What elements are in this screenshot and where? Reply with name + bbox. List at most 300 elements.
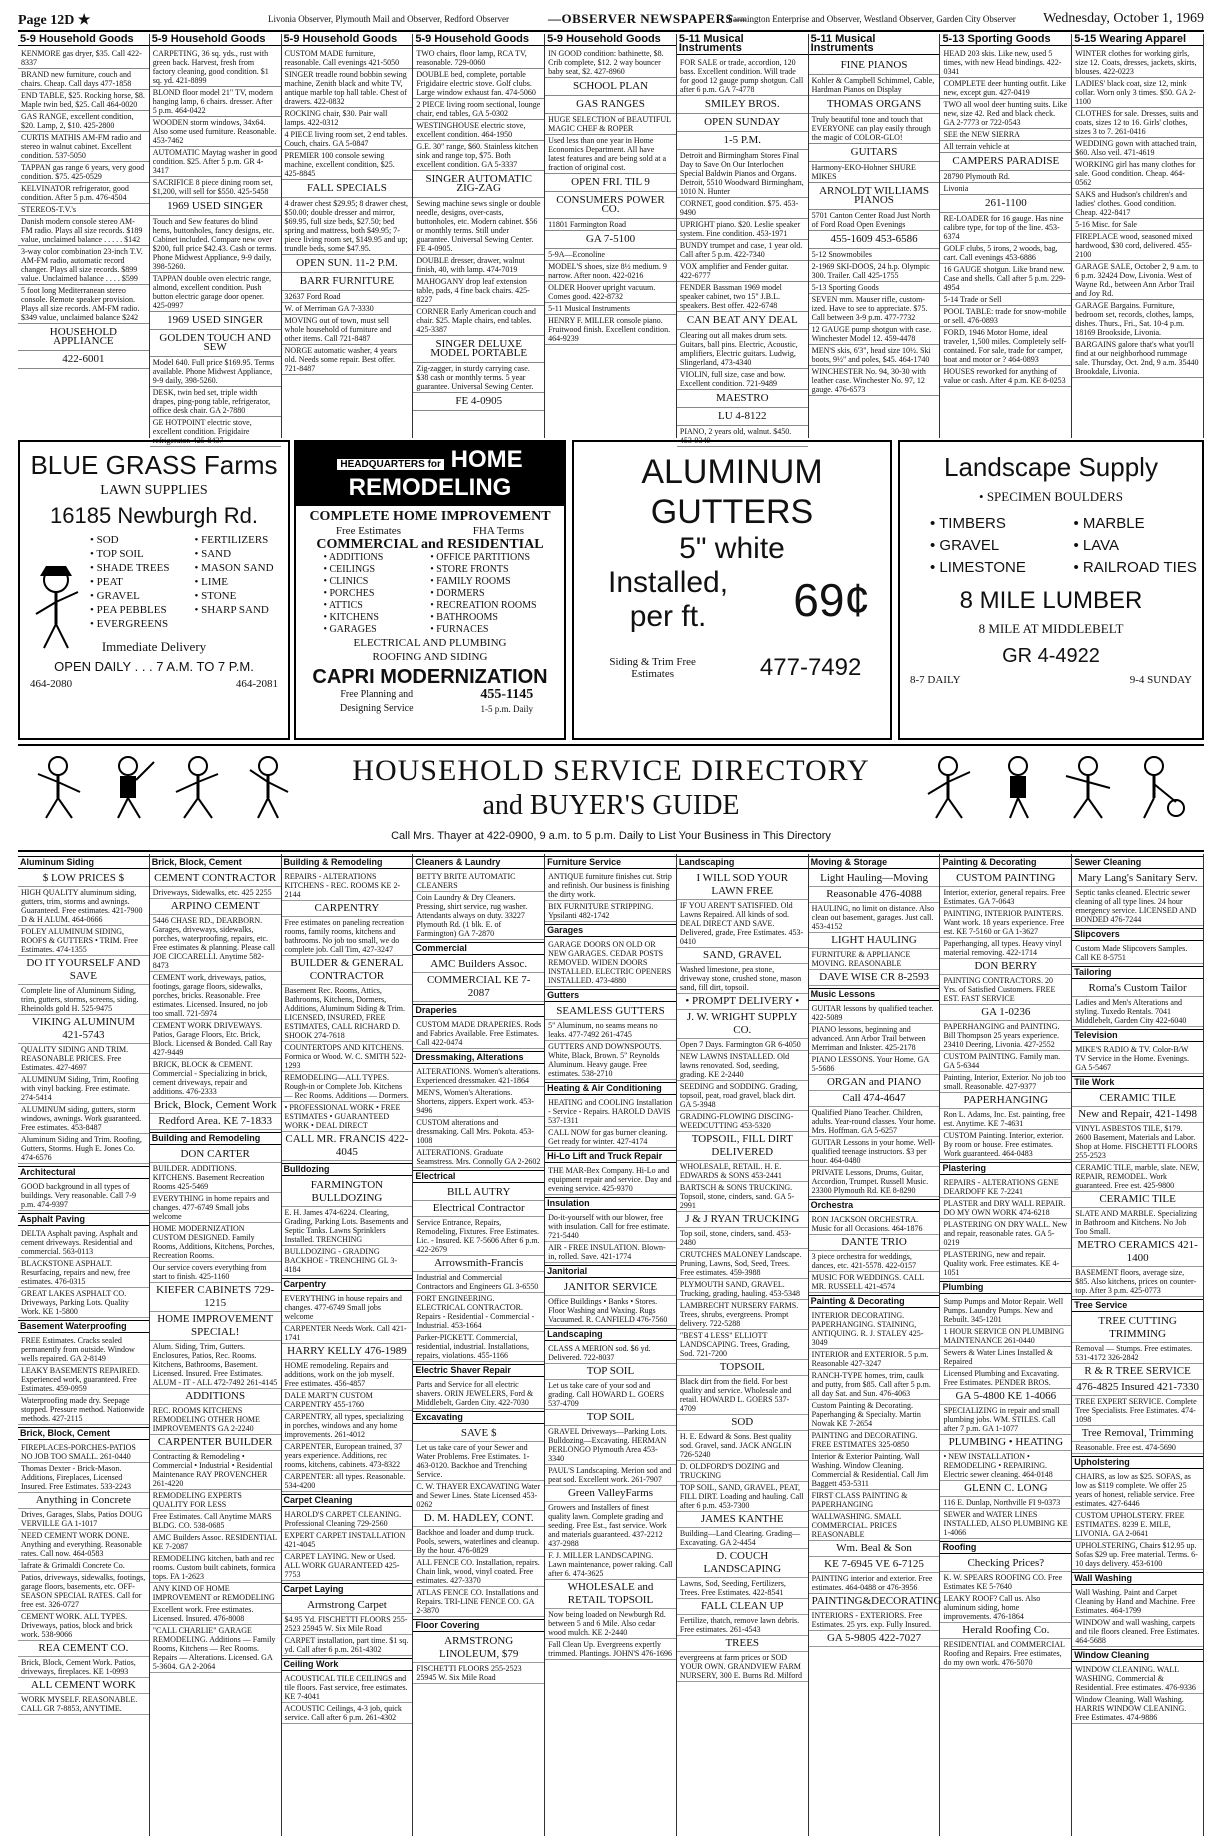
directory-listing: Top soil, stone, cinders, sand. 453-2480	[677, 1228, 808, 1249]
directory-listing: Aluminum Siding and Trim. Roofing, Gutters, Storms. Hugh E. Jones Co. 474-6576	[18, 1134, 149, 1164]
directory-listing: SLATE AND MARBLE. Specializing in Bathroom and Kitchens. No Job Too Small.	[1072, 1208, 1203, 1238]
directory-listing: GREAT LAKES ASPHALT CO. Driveways, Parking Lots. Quality Work. KE 1-5800	[18, 1288, 149, 1318]
classified-ad: TWO all wool deer hunting suits. Like new, size 42. Red and black check. GA 2-7773 or 722-0543	[940, 99, 1071, 129]
directory-listing: Our service covers everything from start to finish. 425-1160	[150, 1262, 281, 1283]
directory-listing: WINDOW and wall washing, carpets and tile floors cleaned. Free Estimates. 464-5688	[1072, 1617, 1203, 1647]
classified-ad: FINE PIANOS	[809, 57, 940, 75]
classified-ad: HOUSES reworked for anything of value or cash. After 4 p.m. KE 8-0253	[940, 366, 1071, 387]
directory-listing: SAVE $	[413, 1426, 544, 1442]
ad-line-3: 5" white	[679, 532, 785, 565]
ad-line-5: per ft.	[629, 600, 707, 633]
directory-listing: lafrate & Grimaldi Concrete Co.	[18, 1560, 149, 1572]
directory-listing: CERAMIC TILE	[1072, 1091, 1203, 1107]
column-heading: 5-9 Household Goods	[545, 34, 676, 46]
classified-ad: Truly beautiful tone and touch that EVERYONE can play easily through the magic of COLOR-GLO!	[809, 114, 940, 144]
sunday-hours: 9-4 SUNDAY	[1129, 674, 1192, 686]
directory-listing: K. W. SPEARS ROOFING CO. Free Estimates KE 5-7640	[940, 1572, 1071, 1593]
directory-column	[413, 854, 545, 1836]
farmer-cartoon-illustration	[26, 562, 86, 652]
directory-category-heading: Tree Service	[1072, 1299, 1203, 1312]
directory-category-heading: Wall Washing	[1072, 1572, 1203, 1585]
service-item: • PORCHES	[323, 588, 375, 599]
directory-category-heading: Tile Work	[1072, 1076, 1203, 1089]
directory-listing: J & J RYAN TRUCKING	[677, 1212, 808, 1228]
directory-listing: BRICK, BLOCK & CEMENT. Commercial - Specializing in brick, cement driveways, repair and additions. 476-2333	[150, 1059, 281, 1098]
directory-listing: CERAMIC TILE	[1072, 1192, 1203, 1208]
service-item: • BATHROOMS	[430, 612, 498, 623]
classified-ad: POOL TABLE: trade for snow-mobile or sell. 476-0893	[940, 306, 1071, 327]
service-item: • RECREATION ROOMS	[430, 600, 537, 611]
directory-listing: 1 HOUR SERVICE ON PLUMBING MAINTENANCE 261-0440	[940, 1326, 1071, 1347]
home-remodeling-ad	[294, 440, 566, 740]
classified-ad: FIREPLACE wood, seasoned mixed hardwood, $30 cord, delivered. 455-2100	[1072, 231, 1203, 261]
directory-listing: PIANO lessons, beginning and advanced. Ann Arbor Trail between Merriman and Inkster. 425-2178	[809, 1024, 940, 1054]
supply-item: • GRAVEL	[90, 590, 140, 602]
directory-category-heading: Music Lessons	[809, 988, 940, 1001]
directory-listing: LEAKY BASEMENTS REPAIRED. Experienced work, guaranteed. Free Estimates. 459-0959	[18, 1365, 149, 1395]
directory-listing: GA 5-4800 KE 1-4066	[940, 1389, 1071, 1405]
directory-column	[150, 854, 282, 1836]
phone: 477-7492	[759, 654, 862, 681]
directory-listing: TOP SOIL, SAND, GRAVEL, PEAT, FILL DIRT. Loading and hauling. Call after 6 p.m. 453-7300	[677, 1482, 808, 1512]
directory-listing: EXPERT CARPET INSTALLATION 421-4045	[282, 1530, 413, 1551]
classified-ad: 2 PIECE living room sectional, lounge chair, end tables, GA 5-0302	[413, 99, 544, 120]
classified-ad: 12 GAUGE pump shotgun with case. Winchester Model 12. 459-4478	[809, 324, 940, 345]
supply-list	[930, 513, 1202, 579]
directory-listing: TOPSOIL	[677, 1360, 808, 1376]
classified-ad: 1969 USED SINGER	[150, 312, 281, 330]
classified-ad: Livonia	[940, 183, 1071, 195]
directory-listing: Driveways, Sidewalks, etc. 425 2255	[150, 887, 281, 899]
directory-category-heading: Cleaners & Laundry	[413, 856, 544, 869]
directory-listing: Paperhanging, all types. Heavy vinyl material removing. 422-1714	[940, 938, 1071, 959]
service-item: • STORE FRONTS	[430, 564, 509, 575]
directory-listing: GOOD background in all types of buildings. Very reasonable. Call 7-9 p.m. 474-9397	[18, 1181, 149, 1211]
directory-category-heading: Window Cleaning	[1072, 1649, 1203, 1662]
complete-line: COMPLETE HOME IMPROVEMENT	[309, 509, 551, 524]
directory-listing: PAINTING and DECORATING. FREE ESTIMATES 325-0850	[809, 1430, 940, 1451]
classified-ad: 32637 Ford Road	[282, 291, 413, 303]
directory-listing: Sewers & Water Lines Installed & Repaired	[940, 1347, 1071, 1368]
directory-listing: TREE EXPERT SERVICE. Complete Tree Specialists. Free Estimates. 474-1098	[1072, 1396, 1203, 1426]
directory-category-heading: Garages	[545, 924, 676, 937]
classified-ad: BUNDY trumpet and case, 1 year old. Call after 5 p.m. 422-7340	[677, 240, 808, 261]
directory-category-heading: Roofing	[940, 1541, 1071, 1554]
directory-listing: ALUMINUM Siding, Trim, Roofing with vinyl backing. Free estimate. 274-5414	[18, 1074, 149, 1104]
directory-listing: CHAIRS, as low as $25. SOFAS, as low as $119 complete. We offer 25 years of honest, reliable service. Free estimates. 427-6446	[1072, 1471, 1203, 1510]
classified-ad: Model 640. Full price $169.95. Terms available. Phone Midwest Appliance, 9-9 daily, 398-5260.	[150, 357, 281, 387]
directory-listing: PAINTING&DECORATING	[809, 1594, 940, 1610]
directory-listing: Light Hauling—Moving	[809, 871, 940, 887]
classified-ad: 422-6001	[18, 351, 149, 369]
classified-ad: GE HOTPOINT electric stove, excellent condition. Frigidaire refrigerator. 425-8437	[150, 417, 281, 447]
phone-right: 464-2081	[235, 678, 278, 690]
directory-listing: MEN'S, Women's Alterations. Shortens, zippers. Expert work. 453-9496	[413, 1087, 544, 1117]
classified-ad: OPEN SUN. 11-2 P.M.	[282, 255, 413, 273]
directory-listing: HAULING, no limit on distance. Also clean out basement, garages. Just call. 453-4152	[809, 903, 940, 933]
classified-ad: TAPPAN gas range 6 years, very good condition. $75. 425-0529	[18, 162, 149, 183]
directory-listing: ALL FENCE CO. Installation, repairs. Chain link, wood, vinyl coated. Free estimates. 427-3370	[413, 1557, 544, 1587]
directory-listing: Contracting & Remodeling • Commercial • Industrial • Residential Maintenance RAY PROVENCHER 261-4220	[150, 1451, 281, 1490]
classified-ad: VOX amplifier and Fender guitar. 422-6777	[677, 261, 808, 282]
directory-category-heading: Carpet Laying	[282, 1583, 413, 1596]
fha-line: FHA Terms	[472, 525, 525, 537]
directory-listing: FALL CLEAN UP	[677, 1599, 808, 1615]
display-ads-row	[18, 440, 1204, 740]
estimates-line: Free Estimates	[335, 525, 401, 537]
directory-category-heading: Basement Waterproofing	[18, 1320, 149, 1333]
classified-ad: HOUSEHOLD APPLIANCE	[18, 324, 149, 351]
directory-listing: Waterproofing made dry. Seepage stopped. Pressure method. Nationwide methods. 427-2115	[18, 1395, 149, 1425]
classified-ad: LU 4-8122	[677, 408, 808, 426]
ad-line-1: ALUMINUM	[641, 453, 823, 491]
directory-category-heading: Slipcovers	[1072, 928, 1203, 941]
classified-ad: Clearing out all makes drum sets. Guitars, ball pins. Electric, Acoustic, amplifiers, Electric guitars. Ludwig, Slingerland, 473-4340	[677, 330, 808, 369]
directory-listing: • PROFESSIONAL WORK • FREE ESTIMATES • GUARANTEED WORK • DEAL DIRECT	[282, 1102, 413, 1132]
directory-listing: HIGH QUALITY aluminum siding, gutters, trim, storms and awnings. Guaranteed. Free estimates. 421-7900 D & H ALUM. 464-0666	[18, 887, 149, 926]
classified-ad: HENRY F. MILLER console piano. Fruitwood finish. Excellent condition. 464-9239	[545, 315, 676, 345]
directory-listing: EVERYTHING in house repairs and changes. 477-6749 Small jobs welcome	[282, 1293, 413, 1323]
classified-ad: 5-11 Musical Instruments	[545, 303, 676, 315]
directory-category-heading: Excavating	[413, 1411, 544, 1424]
classified-ad: VIOLIN, full size, case and bow. Excellent condition. 721-9489	[677, 369, 808, 390]
service-list-right	[430, 552, 536, 636]
directory-listing: SAND, GRAVEL	[677, 948, 808, 964]
publications-right: Farmington Enterprise and Observer, Westland Observer, Garden City Observer	[728, 14, 1016, 24]
directory-listing: Washed limestone, pea stone, driveway stone, crushed stone, mason sand, fill dirt, topsoil.	[677, 964, 808, 994]
directory-listing: FIRST CLASS PAINTING & PAPERHANGING	[809, 1490, 940, 1511]
classified-column	[809, 34, 941, 438]
classified-ad: 5-13 Sporting Goods	[809, 282, 940, 294]
classified-ad: FALL SPECIALS	[282, 180, 413, 198]
directory-listing: WHOLESALE and RETAIL TOPSOIL	[545, 1580, 676, 1609]
directory-listing: H. E. Edward & Sons. Best quality sod. Gravel, sand. JACK ANGLIN 726-5240	[677, 1431, 808, 1461]
directory-listing: Thomas Dexter - Brick-Mason. Additions, Fireplaces, Licensed Insured. Free Estimates. 533-2243	[18, 1463, 149, 1493]
directory-category-heading: Hi-Lo Lift and Truck Repair	[545, 1150, 676, 1163]
classified-ad: CAN BEAT ANY DEAL	[677, 312, 808, 330]
classified-ad: MEN'S skis, 6'3", head size 10½. Ski boots, 9½" and poles, $45. 464-1740	[809, 345, 940, 366]
directory-listing: CALL NOW for gas burner cleaning. Get ready for winter. 427-4174	[545, 1127, 676, 1148]
supply-item: • MARBLE	[1073, 515, 1145, 532]
directory-listing: TOP SOIL	[545, 1410, 676, 1426]
directory-listing: WALLWASHING. SMALL COMMERCIAL. PRICES REASONABLE	[809, 1511, 940, 1541]
directory-banner	[18, 744, 1204, 852]
directory-listing: ALUMINUM siding, gutters, storm windows, awnings. Work guaranteed. Free estimates. 453-8487	[18, 1104, 149, 1134]
classified-ad: CLOTHES for sale. Dresses, suits and coats, sizes 12 to 16. Girls' clothes, sizes 3 to 7. 261-0416	[1072, 108, 1203, 138]
directory-listing: Painting, Interior, Exterior. No job too small. Reasonable. 427-9377	[940, 1072, 1071, 1093]
directory-listing: PAINTING, INTERIOR PAINTERS. Want work. 18 years experience. Free est. KE 7-5160 or GA 1-3627	[940, 908, 1071, 938]
directory-listing: Wall Washing. Paint and Carpet Cleaning by Hand and Machine. Free Estimates. 464-1799	[1072, 1587, 1203, 1617]
supply-item: • SAND	[194, 548, 232, 560]
classified-ad: Kohler & Campbell Schimmel, Cable, Hardman Pianos on Display	[809, 75, 940, 96]
service-directory	[18, 854, 1204, 1836]
directory-listing: REPAIRS - ALTERATIONS GENE DEARDOFF KE 7-2241	[940, 1177, 1071, 1198]
directory-listing: Free Estimates. Call Anytime MARS BLDG. CO. 538-0685	[150, 1511, 281, 1532]
directory-listing: F. J. MILLER LANDSCAPING. Lawn maintenance, power raking. Call after 6. 474-3625	[545, 1550, 676, 1580]
classified-ad: Detroit and Birmingham Stores Final Day to Save On Our Interlochen Special Baldwin Pianos and Organs. Detroit, 5510 Woodward Birmingham, 1010 N. Hunter	[677, 150, 808, 198]
classified-section	[18, 33, 1204, 445]
directory-listing: GRAVEL Driveways—Parking Lots. Bulldozing—Excavating. HERMAN PERLONGO Plymouth Area 453-3340	[545, 1426, 676, 1465]
classified-ad: MAHOGANY drop leaf extension table, pads, 4 fine back chairs. 425-8227	[413, 276, 544, 306]
directory-listing: HOME IMPROVEMENT SPECIAL!	[150, 1312, 281, 1341]
directory-category-heading: Carpet Cleaning	[282, 1494, 413, 1507]
classified-ad: COMPLETE deer hunting outfit. Like new, except gun. 427-0419	[940, 78, 1071, 99]
classified-ad: SINGER AUTOMATIC ZIG-ZAG	[413, 171, 544, 198]
directory-listing: Interior, exterior, general repairs. Free Estimates. GA 7-0643	[940, 887, 1071, 908]
classified-ad: 5701 Canton Center Road Just North of Ford Road Open Evenings	[809, 210, 940, 231]
directory-category-heading: Carpentry	[282, 1278, 413, 1291]
ad-footer	[574, 654, 890, 682]
directory-listing: ACOUSTICAL TILE CEILINGS and tile floors. Fast service, free estimates. KE 7-4041	[282, 1673, 413, 1703]
service-item: • GARAGES	[323, 624, 377, 635]
classified-ad: AUTOMATIC Maytag washer in good condition. $25. After 5 p.m. GR 4-3417	[150, 147, 281, 177]
supply-item: • EVERGREENS	[90, 618, 169, 630]
classified-ad: FORD, 1946 Motor Home, ideal traveler, 1,500 miles. Completely self-contained. For sale, trade for camper, boat and motor or ? 464-0893	[940, 327, 1071, 366]
classified-ad: 28790 Plymouth Rd.	[940, 171, 1071, 183]
directory-listing: JAMES KANTHE	[677, 1512, 808, 1528]
directory-listing: Sump Pumps and Motor Repair. Well Pumps. Laundry Pumps. New and Rebuilt. 345-1201	[940, 1296, 1071, 1326]
directory-listing: BUILDER. ADDITIONS. KITCHENS. Basement Recreation Rooms 425-5469	[150, 1163, 281, 1193]
directory-listing: Reasonable. Free est. 474-5690	[1072, 1442, 1203, 1454]
directory-listing: Anything in Concrete	[18, 1493, 149, 1509]
classified-ad: DOUBLE bed, complete, portable Frigidaire electric stove. Golf clubs. Large window exhaust fan. 474-5060	[413, 69, 544, 99]
roofing-line: ROOFING AND SIDING	[372, 651, 488, 663]
classified-ad: ARNOLDT WILLIAMS PIANOS	[809, 183, 940, 210]
directory-listing: Complete line of Aluminum Siding, trim, gutters, storms, screens, siding. Rheinolds gold H. 525-9475	[18, 985, 149, 1015]
directory-listing: CARPENTER: all types. Reasonable. 534-4200	[282, 1471, 413, 1492]
classified-column	[545, 34, 677, 438]
directory-listing: Reasonable 476-4088	[809, 887, 940, 903]
classified-ad: 1969 USED SINGER	[150, 198, 281, 216]
directory-column	[282, 854, 414, 1836]
landscape-supply-ad	[898, 440, 1204, 740]
directory-listing: 3 piece orchestra for weddings, dances, etc. 421-5578. 422-0157	[809, 1251, 940, 1272]
classified-ad: SMILEY BROS.	[677, 96, 808, 114]
directory-listing: J. W. WRIGHT SUPPLY CO.	[677, 1010, 808, 1039]
directory-listing: CERAMIC TILE, marble, slate. NEW, REPAIR, REMODEL. Work guaranteed. Free est. 425-9800	[1072, 1162, 1203, 1192]
directory-listing: REMODELING EXPERTS QUALITY FOR LESS	[150, 1490, 281, 1511]
planning-line: Free Planning and Designing Service	[339, 689, 414, 714]
classified-column	[150, 33, 282, 445]
classified-ad: UPRIGHT piano. $20. Leslie speaker system. Fine condition. 453-1971	[677, 219, 808, 240]
ad-body	[296, 506, 564, 720]
directory-listing: THE MAR-Bex Company. Hi-Lo and equipment repair and service. Day and evening service. 425-9370	[545, 1165, 676, 1195]
classified-ad: HEAD 203 skis. Like new, used 5 times, with new Head bindings. 422-0341	[940, 48, 1071, 78]
classified-column	[282, 34, 414, 438]
trim-note: Siding & Trim Free Estimates	[609, 656, 696, 680]
directory-listing: ATLAS FENCE CO. Installations and Repairs. TRI-LINE FENCE CO. GA 2-3870	[413, 1587, 544, 1617]
classified-column	[677, 33, 809, 445]
directory-listing: REC. ROOMS KITCHENS REMODELING OTHER HOME IMPROVEMENTS GA 2-2240	[150, 1405, 281, 1435]
directory-listing: ALTERATIONS. Women's alterations. Experienced dressmaker. 421-1864	[413, 1066, 544, 1087]
ad-title	[296, 442, 564, 506]
ad-title: Landscape Supply	[944, 452, 1158, 482]
directory-listing: Window Cleaning. Wall Washing. HARRIS WINDOW CLEANING. Free Estimates. 474-9886	[1072, 1694, 1203, 1724]
directory-listing: WORK MYSELF. REASONABLE. CALL GR 7-8853, ANYTIME.	[18, 1694, 149, 1715]
classified-ad: WEDDING gown with attached train, $60. Also veil. 471-4619	[1072, 138, 1203, 159]
directory-column	[18, 854, 150, 1836]
directory-listing: SEWER and WATER LINES INSTALLED, ALSO PLUMBING KE 1-4066	[940, 1509, 1071, 1539]
directory-listing: INTERIORS - EXTERIORS. Free Estimates. 25 yrs. exp. Fully Insured.	[809, 1610, 940, 1631]
directory-category-heading: Orchestra	[809, 1199, 940, 1212]
cartoon-workers-illustration	[1058, 752, 1118, 822]
classified-ad: All terrain vehicle at	[940, 141, 1071, 153]
directory-listing: COUNTERTOPS AND KITCHENS. Formica or Wood. W. C. SMITH 522-1293	[282, 1042, 413, 1072]
directory-listing: Green ValleyFarms	[545, 1486, 676, 1502]
supply-item: • STONE	[194, 590, 237, 602]
classified-ad: SCHOOL PLAN	[545, 78, 676, 96]
directory-listing: D. OLDFORD'S DOZING and TRUCKING	[677, 1461, 808, 1482]
directory-listing: MIKE'S RADIO & TV. Color-B/W TV Service in the Home. Evenings. GA 5-5467	[1072, 1044, 1203, 1074]
supply-item: • PEAT	[90, 576, 123, 588]
directory-listing: HARRY KELLY 476-1989	[282, 1344, 413, 1360]
supply-item: • MASON SAND	[194, 562, 274, 574]
directory-listing: EVERYTHING in home repairs and changes. 477-6749 Small jobs welcome	[150, 1193, 281, 1223]
classified-ad: GARAGE SALE, October 2, 9 a.m. to 6 p.m. 32424 Dow, Livonia. West of Wayne Rd., between Ann Arbor Trail and Joy Rd.	[1072, 261, 1203, 300]
classified-ad: SEVEN mm. Mauser rifle, custom-ized. Have to see to appreciate. $75. Call between 3-9 p.m. 477-7732	[809, 294, 940, 324]
classified-ad: Harmony-EKO-Hohner SHURE MIKES	[809, 162, 940, 183]
classified-ad: GARAGE Bargains. Furniture, bedroom set, records, clothes, lamps, dishes. Thurs., Fri., Sat. 10-4 p.m. 18169 Brookside, Livonia.	[1072, 300, 1203, 339]
directory-listing: GRADING-FLOWING DISCING-WEEDCUTTING 453-5320	[677, 1111, 808, 1132]
directory-listing: Removal — Stumps. Free estimates. 531-4172 326-2842	[1072, 1343, 1203, 1364]
directory-listing: R & R TREE SERVICE	[1072, 1364, 1203, 1380]
directory-category-heading: Television	[1072, 1029, 1203, 1042]
classified-ad: CAMPERS PARADISE	[940, 153, 1071, 171]
directory-listing: CLASS A MERION sod. $6 yd. Delivered. 722-8037	[545, 1343, 676, 1364]
supply-item: • SOD	[90, 534, 119, 546]
ad-headline: HOME REMODELING	[348, 446, 523, 501]
classified-ad: 2-1969 SKI-DOOS, 24 h.p. Olympic 300. Trailer. Call 425-1755	[809, 261, 940, 282]
directory-listing: Open 7 Days. Farmington GR 6-4050	[677, 1039, 808, 1051]
classified-ad: WINTER clothes for working girls, size 12. Coats, dresses, jackets, skirts, blouses. 422-0223	[1072, 48, 1203, 78]
classified-ad: 455-1609 453-6586	[809, 231, 940, 249]
directory-category-heading: Commercial	[413, 942, 544, 955]
directory-listing: 116 E. Dunlap, Northville FI 9-0373	[940, 1497, 1071, 1509]
directory-listing: Parts and Service for all electric shavers. ORIN JEWELERS, Ford & Middlebelt, Garden City. 422-7030	[413, 1379, 544, 1409]
commercial-line: COMMERCIAL and RESIDENTIAL	[316, 537, 544, 552]
directory-listing: DANTE TRIO	[809, 1235, 940, 1251]
directory-listing: UPHOLSTERING, Chairs $12.95 up. Sofas $29 up. Free material. Terms. 6-10 days delivery. 453-6100	[1072, 1540, 1203, 1570]
directory-listing: Interior & Exterior Painting. Wall Washing. Window Cleaning. Commercial & Residential. Call Jim Baggett 453-5311	[809, 1451, 940, 1490]
classified-ad: THOMAS ORGANS	[809, 96, 940, 114]
directory-listing: Black dirt from the field. For best quality and service. Wholesale and retail. HOWARD L. GOERS 537-4709	[677, 1376, 808, 1415]
directory-listing: BILL AUTRY	[413, 1185, 544, 1201]
classified-ad: OLDER Hoover upright vacuum. Comes good. 422-8732	[545, 282, 676, 303]
directory-category-heading: Upholstering	[1072, 1456, 1203, 1469]
directory-listing: KIEFER CABINETS 729-1215	[150, 1283, 281, 1312]
classified-ad: BARR FURNITURE	[282, 273, 413, 291]
directory-listing: Service Entrance, Repairs, Remodeling, Fixtures. Free Estimates. Lic. - Insured. KE 7-5606 After 6 p.m. 422-2679	[413, 1217, 544, 1256]
classified-ad: 261-1100	[940, 195, 1071, 213]
directory-listing: PAUL'S Landscaping. Merion sod and peat sod. Excellent work. 261-7907	[545, 1465, 676, 1486]
directory-listing: TREES	[677, 1636, 808, 1652]
delivery-note: Immediate Delivery	[101, 639, 207, 654]
directory-category-heading: Brick, Block, Cement	[18, 1427, 149, 1440]
cartoon-workers-illustration	[988, 752, 1048, 822]
service-item: • ATTICS	[323, 600, 363, 611]
publications-left: Livonia Observer, Plymouth Mail and Observer, Redford Observer	[268, 14, 509, 24]
directory-category-heading: Electrical	[413, 1170, 544, 1183]
supply-list	[90, 533, 288, 631]
directory-listing: DAVE WISE CR 8-2593	[809, 970, 940, 986]
newspaper-brand: —OBSERVER NEWSPAPERS—	[548, 11, 747, 26]
cartoon-workers-illustration	[918, 752, 978, 822]
service-item: • CLINICS	[323, 576, 369, 587]
directory-subtitle: and BUYER'S GUIDE	[482, 790, 740, 821]
classified-ad: TWO chairs, floor lamp, RCA TV, reasonable. 729-0060	[413, 48, 544, 69]
directory-listing: D. COUCH LANDSCAPING	[677, 1549, 808, 1578]
ad-line-4: Installed,	[608, 566, 729, 599]
directory-listing: PIANO LESSONS. Your Home. GA 5-5686	[809, 1054, 940, 1075]
directory-listing: D. M. HADLEY, CONT.	[413, 1511, 544, 1527]
cartoon-workers-illustration	[168, 752, 228, 822]
classified-ad: SACRIFICE 8 piece dining room set, $1,200, will sell for $550. 425-5458	[150, 177, 281, 198]
supply-item: • RAILROAD TIES	[1073, 559, 1197, 576]
classified-ad: CORNET, good condition. $75. 453-9490	[677, 198, 808, 219]
phone: 455-1145	[480, 687, 534, 702]
directory-listing: MUSIC FOR WEDDINGS. CALL MR. RUSSELL 421-4574	[809, 1272, 940, 1293]
directory-listing: Ladies and Men's Alterations and styling. Tuxedo Rentals. 7041 Middlebelt, Garden City 422-6040	[1072, 997, 1203, 1027]
directory-category-heading: Asphalt Paving	[18, 1213, 149, 1226]
directory-listing: FREE Estimates. Cracks sealed permanently from outside. Window wells repaired. GA 2-8149	[18, 1335, 149, 1365]
classified-ad: 5-12 Snowmobiles	[809, 249, 940, 261]
directory-category-heading: Painting & Decorating	[940, 856, 1071, 869]
classified-ad: WORKING girl has many clothes for sale. Good condition. Cheap. 464-0562	[1072, 159, 1203, 189]
column-heading: 5-9 Household Goods	[150, 34, 281, 46]
directory-listing: REPAIRS - ALTERATIONS KITCHENS - REC. ROOMS KE 2-2144	[282, 871, 413, 901]
directory-listing: AMC Builders Assoc. RESIDENTIAL KE 7-2087	[150, 1532, 281, 1553]
supply-item: • SHADE TREES	[90, 562, 170, 574]
classified-ad: MAESTRO	[677, 390, 808, 408]
directory-listing: CRUTCHES MALONEY Landscape. Pruning, Lawns, Sod, Seed, Trees. Free estimates. 459-3988	[677, 1249, 808, 1279]
directory-category-heading: Gutters	[545, 989, 676, 1002]
classified-ad: FENDER Bassman 1969 model speaker cabinet, two 15" J.B.L. speakers. Best offer. 422-6748	[677, 282, 808, 312]
directory-listing: BARTSCH & SONS TRUCKING. Topsoil, stone, cinders, sand. GA 5-2991	[677, 1182, 808, 1212]
directory-listing: 5" Aluminum, no seams means no leaks. 477-7492 261-4745	[545, 1020, 676, 1041]
classified-ad: 4 PIECE living room set, 2 end tables. Couch, chairs. GA 5-0847	[282, 129, 413, 150]
directory-listing: Patios, driveways, sidewalks, footings, garage floors, basements, etc. OFF-SEASON SPECIAL RATES. Call for free est. 326-0727	[18, 1572, 149, 1611]
directory-listing: FOLEY ALUMINUM SIDING, ROOFS & GUTTERS • TRIM. Free Estimates. 474-1355	[18, 926, 149, 956]
directory-listing: RESIDENTIAL and COMMERCIAL Roofing and Repairs. Free estimates, do my own work. 476-5070	[940, 1639, 1071, 1669]
directory-listing: Custom Painting & Decorating. Paperhanging & Specialty. Martin Nowak KE 7-2654	[809, 1400, 940, 1430]
directory-listing: CUSTOM MADE DRAPERIES. Rods and Fabrics Available. Free Estimates. Call 422-0474	[413, 1019, 544, 1049]
directory-listing: New and Repair, 421-1498	[1072, 1107, 1203, 1123]
directory-listing: Growers and Installers of finest quality lawn. Complete grading and seeding. Free Est., fast service. Work and materials guaranteed. 437-2212 437-2988	[545, 1502, 676, 1550]
directory-listing: HAROLD'S CARPET CLEANING. Professional Cleaning 729-2560	[282, 1509, 413, 1530]
cartoon-workers-illustration	[238, 752, 298, 822]
directory-listing: PLASTERING, new and repair. Quality work. Free estimates. KE 4-1051	[940, 1249, 1071, 1279]
classified-ad: GAS RANGES	[545, 96, 676, 114]
aluminum-gutters-ad	[572, 440, 892, 740]
classified-ad: END TABLE, $25. Rocking horse, $8. Maple twin bed, $25. Call 464-0020	[18, 90, 149, 111]
directory-listing: GA 5-9805 422-7027	[809, 1631, 940, 1647]
directory-listing: GUITAR lessons by qualified teacher. 422-5089	[809, 1003, 940, 1024]
directory-category-heading: Brick, Block, Cement	[150, 856, 281, 869]
classified-ad: SINGER DELUXE MODEL PORTABLE	[413, 336, 544, 363]
directory-category-heading: Landscaping	[545, 1328, 676, 1341]
directory-listing: CARPENTER BUILDER	[150, 1435, 281, 1451]
page-number: Page 12D ★	[18, 13, 91, 28]
directory-listing: Ron L. Adams, Inc. Est. painting, free est. Anytime. KE 7-4631	[940, 1109, 1071, 1130]
classified-ad: CUSTOM MADE furniture, reasonable. Call evenings 421-5050	[282, 48, 413, 69]
directory-listing: Brick, Block, Cement Work. Patios, driveways, fireplaces. KE 1-0993	[18, 1657, 149, 1678]
directory-listing: CARPET installation, part time. $1 sq. yd. Call after 6 p.m. 261-4302	[282, 1635, 413, 1656]
directory-listing: • PROMPT DELIVERY •	[677, 994, 808, 1010]
directory-listing: ALL CEMENT WORK	[18, 1678, 149, 1694]
directory-listing: REMODELING—ALL TYPES. Rough-in or Complete Job. Kitchens — Rec Rooms. Additions — Dormers.	[282, 1072, 413, 1102]
classified-ad: 5-9A—Econoline	[545, 249, 676, 261]
hours-row	[900, 668, 1202, 692]
